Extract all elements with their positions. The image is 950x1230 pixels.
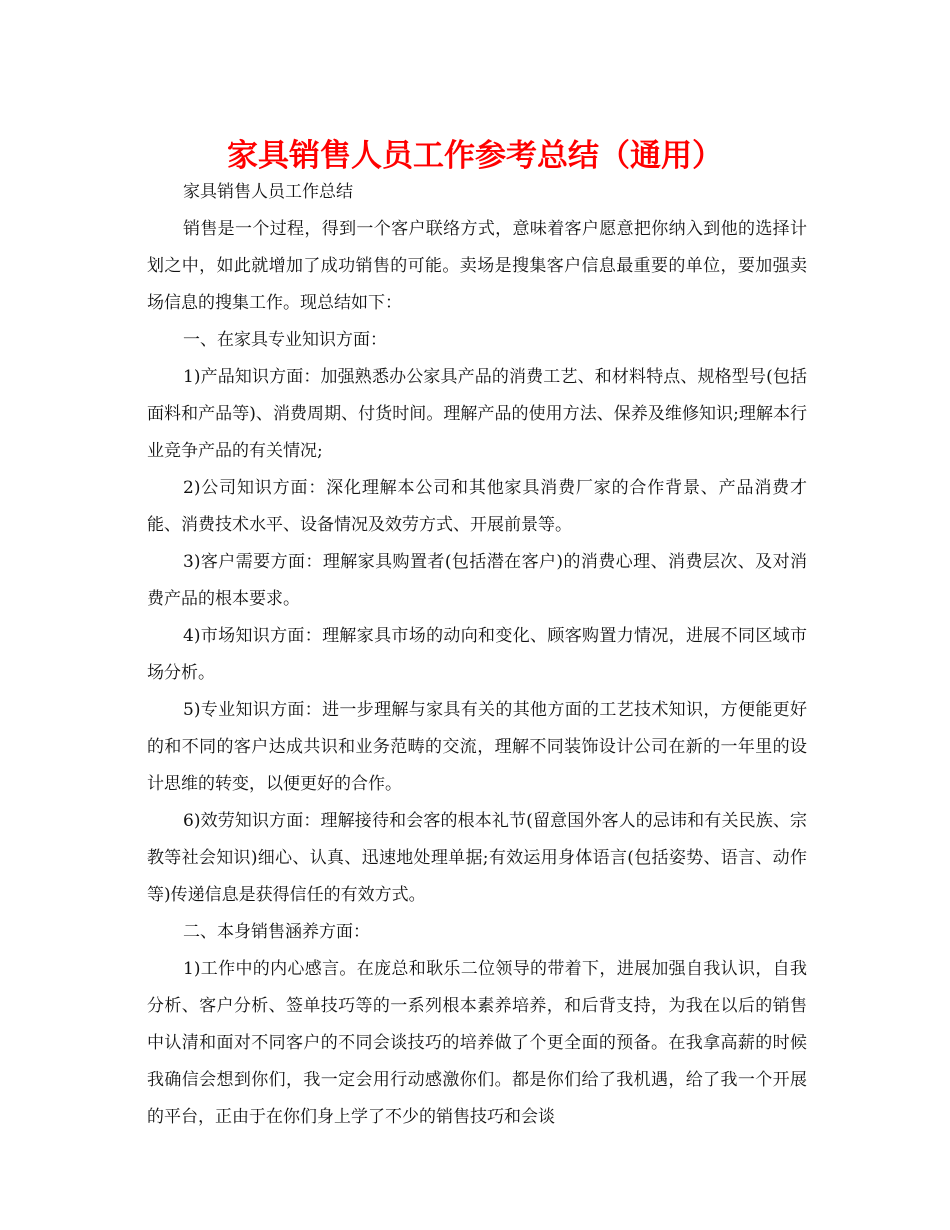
list-item-product-knowledge: 1)产品知识方面：加强熟悉办公家具产品的消费工艺、和材料特点、规格型号(包括面料和产品等)、消费周期、付货时间。理解产品的使用方法、保养及维修知识;理解本行业竞争产品的有关情况; [147,367,807,461]
list-item-professional-knowledge: 5)专业知识方面：进一步理解与家具有关的其他方面的工艺技术知识，方便能更好的和不同的客户达成共识和业务范畴的交流，理解不同装饰设计公司在新的一年里的设计思维的转变，以便更好的合作。 [147,700,807,794]
list-item-company-knowledge: 2)公司知识方面：深化理解本公司和其他家具消费厂家的合作背景、产品消费才能、消费技术水平、设备情况及效劳方式、开展前景等。 [147,478,807,535]
list-item-inner-thoughts: 1)工作中的内心感言。在庞总和耿乐二位领导的带着下，进展加强自我认识，自我分析、客户分析、签单技巧等的一系列根本素养培养，和后背支持，为我在以后的销售中认清和面对不同客户的不同会谈技巧的培养做了个更全面的预备。在我拿高薪的时候我确信会想到你们，我一定会用行动感激你们。都是你们给了我机遇，给了我一个开展的平台，正由于在你们身上学了不少的销售技巧和会谈 [147,959,807,1127]
document-title: 家具销售人员工作参考总结（通用） [227,138,723,174]
intro-paragraph: 销售是一个过程，得到一个客户联络方式，意味着客户愿意把你纳入到他的选择计划之中，如此就增加了成功销售的可能。卖场是搜集客户信息最重要的单位，要加强卖场信息的搜集工作。现总结如下： [147,219,807,313]
list-item-service-knowledge: 6)效劳知识方面：理解接待和会客的根本礼节(留意国外客人的忌讳和有关民族、宗教等社会知识)细心、认真、迅速地处理单据;有效运用身体语言(包括姿势、语言、动作等)传递信息是获得信任的有效方式。 [147,811,807,905]
document-body [147,174,807,1136]
section-heading-2: 二、本身销售涵养方面： [183,922,370,942]
list-item-customer-needs: 3)客户需要方面：理解家具购置者(包括潜在客户)的消费心理、消费层次、及对消费产品的根本要求。 [147,552,807,609]
list-item-market-knowledge: 4)市场知识方面：理解家具市场的动向和变化、顾客购置力情况，进展不同区域市场分析。 [147,626,807,683]
section-heading-1: 一、在家具专业知识方面： [183,330,387,350]
subtitle-paragraph: 家具销售人员工作总结 [183,182,353,202]
